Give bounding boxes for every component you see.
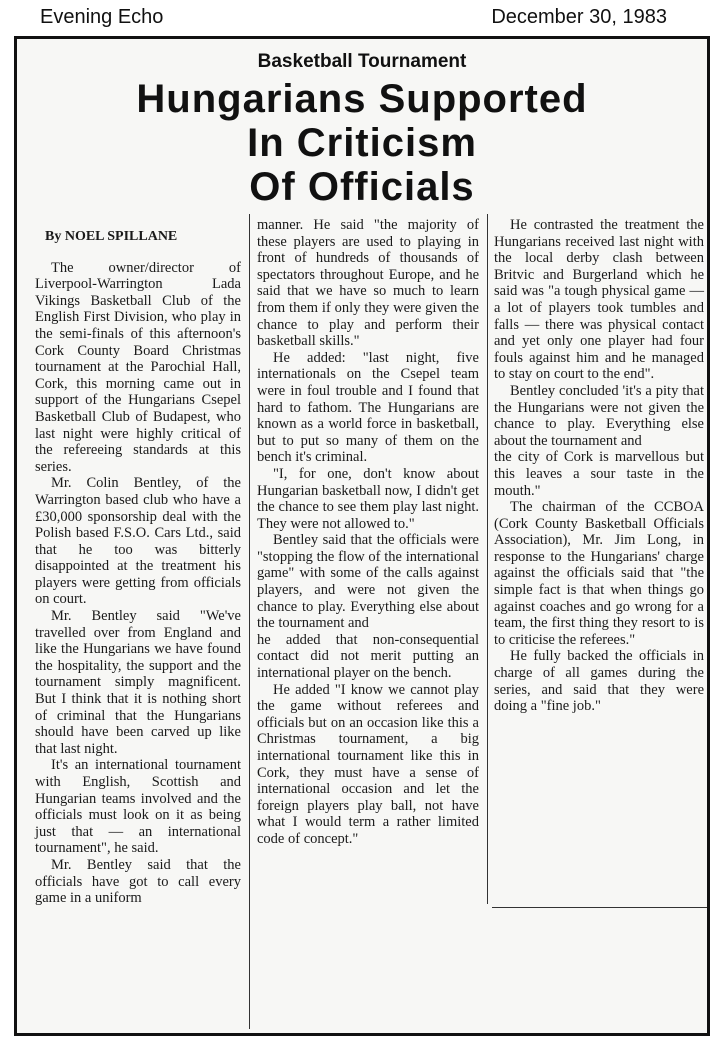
paragraph: The owner/director of Liverpool-Warrington Lada Vikings Basketball Club of the English First Division, who play in the semi-finals of this afternoon's Cork County Board Christmas tournament at the Parochial Hall, Cork, this morning came out in support of the Hungarians Csepel Basketball Club of Budapest, who last night were highly critical of the refereeing standards at this series.	[35, 259, 241, 475]
paragraph: Mr. Bentley said "We've travelled over from England and like the Hungarians we have found the hospitality, the support and the tournament simply magnificent. But I think that it is nothing short of criminal that the Hungarians should have been carved up like that last night.	[35, 608, 241, 757]
article-clipping	[14, 36, 710, 1036]
paragraph: Mr. Bentley said that the officials have got to call every game in a uniform	[35, 856, 241, 907]
headline-line: Of Officials	[249, 165, 475, 209]
headline-line: In Criticism	[247, 121, 477, 165]
paragraph: "I, for one, don't know about Hungarian basketball now, I didn't get the chance to see them play last night. They were not allowed to."	[257, 465, 479, 532]
paragraph: Bentley said that the officials were "stopping the flow of the international game" with some of the calls against players, and were not given the chance to play. Everything else about the tournament and	[257, 532, 479, 632]
paragraph: he added that non-consequential contact did not merit putting an international player on the bench.	[257, 631, 479, 682]
paragraph: the city of Cork is marvellous but this leaves a sour taste in the mouth."	[494, 449, 704, 499]
paragraph: He fully backed the officials in charge of all games during the series, and said that they were doing a "fine job."	[494, 648, 704, 715]
paragraph: Mr. Colin Bentley, of the Warrington based club who have a £30,000 sponsorship deal with the Polish based F.S.O. Cars Ltd., said that he too was bitterly disappointed at the treatment his players were getting from officials on court.	[35, 475, 241, 608]
paragraph: manner. He said "the majority of these players are used to playing in front of hundreds of thousands of spectators throughout Europe, and he said that we have so much to learn from them if only they were given the chance to play and perform their basketball skills."	[257, 217, 479, 350]
article-headline	[17, 77, 707, 209]
headline-line: Hungarians Supported	[136, 77, 588, 121]
article-column-2	[257, 217, 479, 848]
paragraph: The chairman of the CCBOA (Cork County Basketball Officials Association), Mr. Jim Long, in response to the Hungarians' charge against the officials said that "the simple fact is that when things go against coaches and go wrong for a team, the first thing they resort to is to criticise the referees."	[494, 499, 704, 648]
newspaper-name: Evening Echo	[40, 6, 164, 28]
article-column-1	[35, 217, 241, 907]
paragraph: It's an international tournament with English, Scottish and Hungarian teams involved and the officials must look on it as being just that — an international tournament", he said.	[35, 757, 241, 857]
article-column-3	[494, 217, 704, 715]
paragraph: He added "I know we cannot play the game without referees and officials but on an occasion like this a Christmas tournament, a big international tournament like this in Cork, they must have a sense of international occasion and let the foreign players play ball, not have what I would term a rather limited code of concept."	[257, 681, 479, 847]
paragraph: Bentley concluded 'it's a pity that the Hungarians were not given the chance to play. Everything else about the tournament and	[494, 382, 704, 449]
byline: By NOEL SPILLANE	[45, 229, 178, 244]
column-divider	[249, 214, 250, 1029]
paragraph: He contrasted the treatment the Hungarians received last night with the local derby clash between Britvic and Burgerland which he said was "a tough physical game — a lot of players took tumbles and falls — there was physical contact and yet only one player had four fouls against him and he managed to stay on court to the end".	[494, 217, 704, 383]
article-end-rule	[492, 907, 707, 908]
paragraph: He added: "last night, five internationals on the Csepel team were in foul trouble and I found that hard to fathom. The Hungarians are known as a world force in basketball, but to put so many of them on the bench it's criminal.	[257, 349, 479, 466]
article-kicker: Basketball Tournament	[257, 51, 467, 72]
column-divider	[487, 214, 488, 904]
publication-date: December 30, 1983	[491, 6, 667, 28]
